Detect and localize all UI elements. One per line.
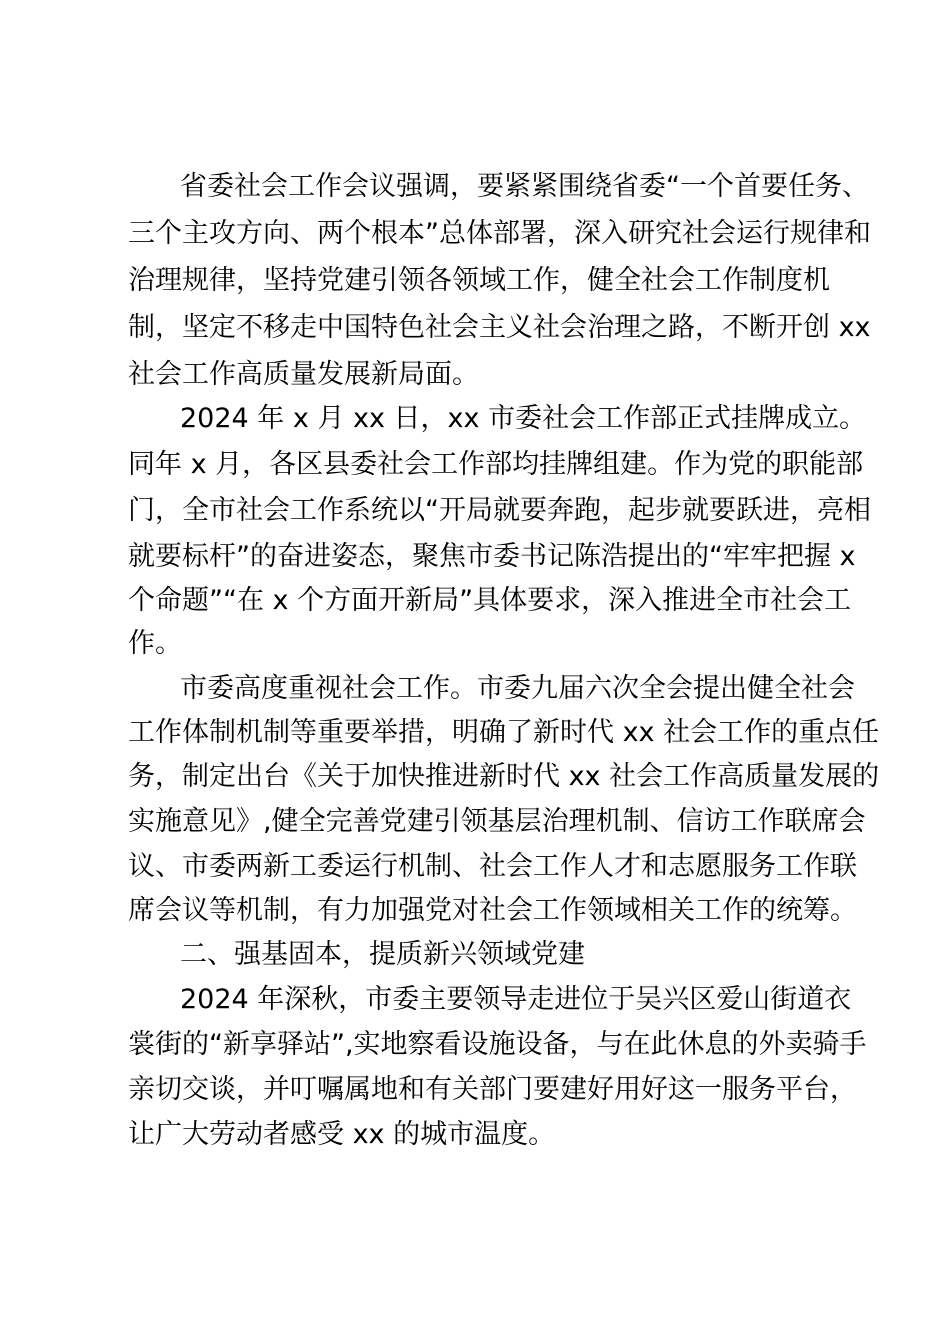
paragraph-1-line-5: 社会工作高质量发展新局面。 bbox=[128, 359, 479, 390]
paragraph-3-line-5: 议、市委两新工委运行机制、社会工作人才和志愿服务工作联 bbox=[128, 851, 857, 882]
paragraph-2-line-6: 作。 bbox=[128, 628, 182, 659]
paragraph-2-line-3: 门，全市社会工作系统以“开局就要奔跑，起步就要跃进，亮相 bbox=[128, 495, 871, 526]
paragraph-3-line-6: 席会议等机制，有力加强党对社会工作领域相关工作的统筹。 bbox=[128, 895, 857, 926]
paragraph-2-line-2: 同年 x 月，各区县委社会工作部均挂牌组建。作为党的职能部 bbox=[128, 449, 864, 480]
paragraph-1-line-2: 三个主攻方向、两个根本”总体部署，深入研究社会运行规律和 bbox=[128, 218, 871, 249]
paragraph-1-line-3: 治理规律，坚持党建引领各领域工作，健全社会工作制度机 bbox=[128, 265, 830, 296]
paragraph-4-line-3: 亲切交谈，并叮嘱属地和有关部门要建好用好这一服务平台， bbox=[128, 1074, 857, 1105]
paragraph-3-line-3: 务，制定出台《关于加快推进新时代 xx 社会工作高质量发展的 bbox=[128, 761, 880, 792]
paragraph-3-line-2: 工作体制机制等重要举措，明确了新时代 xx 社会工作的重点任 bbox=[128, 717, 880, 748]
paragraph-1-line-4: 制，坚定不移走中国特色社会主义社会治理之路，不断开创 xx bbox=[128, 312, 871, 343]
paragraph-4-line-4: 让广大劳动者感受 xx 的城市温度。 bbox=[128, 1119, 556, 1150]
paragraph-2-line-4: 就要标杆”的奋进姿态，聚焦市委书记陈浩提出的“牢牢把握 x bbox=[128, 541, 856, 572]
paragraph-4-line-1: 2024 年深秋，市委主要领导走进位于吴兴区爱山街道衣 bbox=[180, 984, 852, 1015]
paragraph-3-line-1: 市委高度重视社会工作。市委九届六次全会提出健全社会 bbox=[180, 673, 855, 704]
paragraph-1-line-1: 省委社会工作会议强调，要紧紧围绕省委“一个首要任务、 bbox=[180, 171, 869, 202]
paragraph-2-line-5: 个命题”“在 x 个方面开新局”具体要求，深入推进全市社会工 bbox=[128, 585, 852, 616]
paragraph-2-line-1: 2024 年 x 月 xx 日，xx 市委社会工作部正式挂牌成立。 bbox=[180, 403, 867, 434]
section-heading: 二、强基固本，提质新兴领域党建 bbox=[180, 939, 585, 970]
paragraph-3-line-4: 实施意见》,健全完善党建引领基层治理机制、信访工作联席会 bbox=[128, 806, 866, 837]
paragraph-4-line-2: 裳街的“新享驿站”,实地察看设施设备，与在此休息的外卖骑手 bbox=[128, 1029, 867, 1060]
